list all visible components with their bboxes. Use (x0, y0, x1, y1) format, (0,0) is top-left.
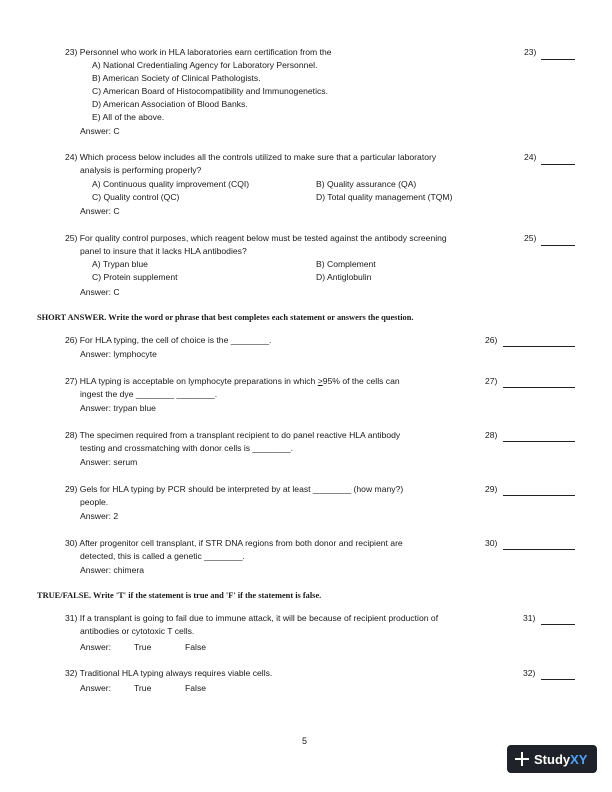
q31-stem-line1: 31) If a transplant is going to fail due to immune attack, it will be because of recipient production of (65, 613, 439, 623)
q29-answer-blank[interactable] (503, 495, 575, 496)
q29-stem-line2: people. (80, 497, 109, 507)
q23-option-b: B) American Society of Clinical Pathologists. (92, 73, 261, 83)
q23-answer-blank[interactable] (541, 59, 575, 60)
q25-option-b: B) Complement (316, 259, 376, 269)
short-answer-heading: SHORT ANSWER. Write the word or phrase that best completes each statement or answers the question. (37, 313, 414, 322)
brand-name-part1: Study (534, 751, 571, 767)
q28-answer: Answer: serum (80, 457, 138, 467)
q30-answer-blank[interactable] (503, 549, 575, 550)
brand-name-part2: XY (570, 751, 588, 767)
q23-option-a: A) National Credentialing Agency for Laboratory Personnel. (92, 60, 318, 70)
q31-stem-line2: antibodies or cytotoxic T cells. (80, 626, 195, 636)
q32-answer-label: Answer: (80, 683, 112, 693)
brand-name (534, 752, 587, 767)
q26-number: 26) (485, 335, 498, 345)
q26-answer: Answer: lymphocyte (80, 349, 157, 359)
q28-stem-line2: testing and crossmatching with donor cells is ________. (80, 443, 294, 453)
q26-stem: 26) For HLA typing, the cell of choice is the ________. (65, 335, 272, 345)
q31-number: 31) (523, 613, 536, 623)
q25-answer: Answer: C (80, 287, 120, 297)
q23-option-c: C) American Board of Histocompatibility and Immunogenetics. (92, 86, 328, 96)
q27-stem-part1: 27) HLA typing is acceptable on lymphocyte preparations in which (65, 376, 318, 386)
q24-stem-line2: analysis is performing properly? (80, 165, 202, 175)
q24-answer: Answer: C (80, 206, 120, 216)
q23-answer: Answer: C (80, 126, 120, 136)
q31-answer-blank[interactable] (541, 624, 575, 625)
q27-answer-blank[interactable] (503, 387, 575, 388)
q28-answer-blank[interactable] (503, 441, 575, 442)
q27-greater-equal-symbol: > (317, 376, 323, 386)
q24-option-c: C) Quality control (QC) (92, 192, 180, 202)
q23-option-e: E) All of the above. (92, 112, 165, 122)
q29-answer: Answer: 2 (80, 511, 119, 521)
q25-option-c: C) Protein supplement (92, 272, 178, 282)
q25-number: 25) (524, 233, 537, 243)
q32-true-option[interactable]: True (134, 683, 152, 693)
q30-number: 30) (485, 538, 498, 548)
q32-answer-blank[interactable] (541, 679, 575, 680)
q28-stem-line1: 28) The specimen required from a transplant recipient to do panel reactive HLA antibody (65, 430, 401, 440)
q25-option-a: A) Trypan blue (92, 259, 148, 269)
q27-answer: Answer: trypan blue (80, 403, 156, 413)
q29-stem-line1: 29) Gels for HLA typing by PCR should be interpreted by at least ________ (how many?) (65, 484, 404, 494)
q32-false-option[interactable]: False (185, 683, 207, 693)
q31-true-option[interactable]: True (134, 642, 152, 652)
q30-stem-line1: 30) After progenitor cell transplant, if STR DNA regions from both donor and recipient are (65, 538, 403, 548)
q23-number: 23) (524, 47, 537, 57)
q32-number: 32) (523, 668, 536, 678)
q23-stem: 23) Personnel who work in HLA laboratories earn certification from the (65, 47, 332, 57)
q30-stem-line2: detected, this is called a genetic ________. (80, 551, 245, 561)
q32-stem: 32) Traditional HLA typing always requires viable cells. (65, 668, 273, 678)
q28-number: 28) (485, 430, 498, 440)
studyxy-badge[interactable] (507, 745, 597, 773)
q29-number: 29) (485, 484, 498, 494)
q24-number: 24) (524, 152, 537, 162)
q25-answer-blank[interactable] (541, 245, 575, 246)
q24-option-a: A) Continuous quality improvement (CQI) (92, 179, 250, 189)
q25-option-d: D) Antiglobulin (316, 272, 372, 282)
q27-stem-line2: ingest the dye ________ ________. (80, 389, 218, 399)
q23-option-d: D) American Association of Blood Banks. (92, 99, 248, 109)
q25-stem-line1: 25) For quality control purposes, which reagent below must be tested against the antibody screening (65, 233, 447, 243)
q24-answer-blank[interactable] (541, 164, 575, 165)
q24-option-b: B) Quality assurance (QA) (316, 179, 417, 189)
q30-answer: Answer: chimera (80, 565, 144, 575)
q31-answer-label: Answer: (80, 642, 112, 652)
true-false-heading: TRUE/FALSE. Write 'T' if the statement is true and 'F' if the statement is false. (37, 591, 322, 600)
plus-icon (515, 752, 529, 766)
q31-false-option[interactable]: False (185, 642, 207, 652)
q27-number: 27) (485, 376, 498, 386)
q24-stem-line1: 24) Which process below includes all the controls utilized to make sure that a particular laboratory (65, 152, 437, 162)
q27-stem-part2: 95% of the cells can (322, 376, 400, 386)
page-number: 5 (302, 736, 308, 746)
q26-answer-blank[interactable] (503, 346, 575, 347)
q24-option-d: D) Total quality management (TQM) (316, 192, 453, 202)
q27-stem-line1 (65, 376, 400, 387)
q25-stem-line2: panel to insure that it lacks HLA antibodies? (80, 246, 247, 256)
